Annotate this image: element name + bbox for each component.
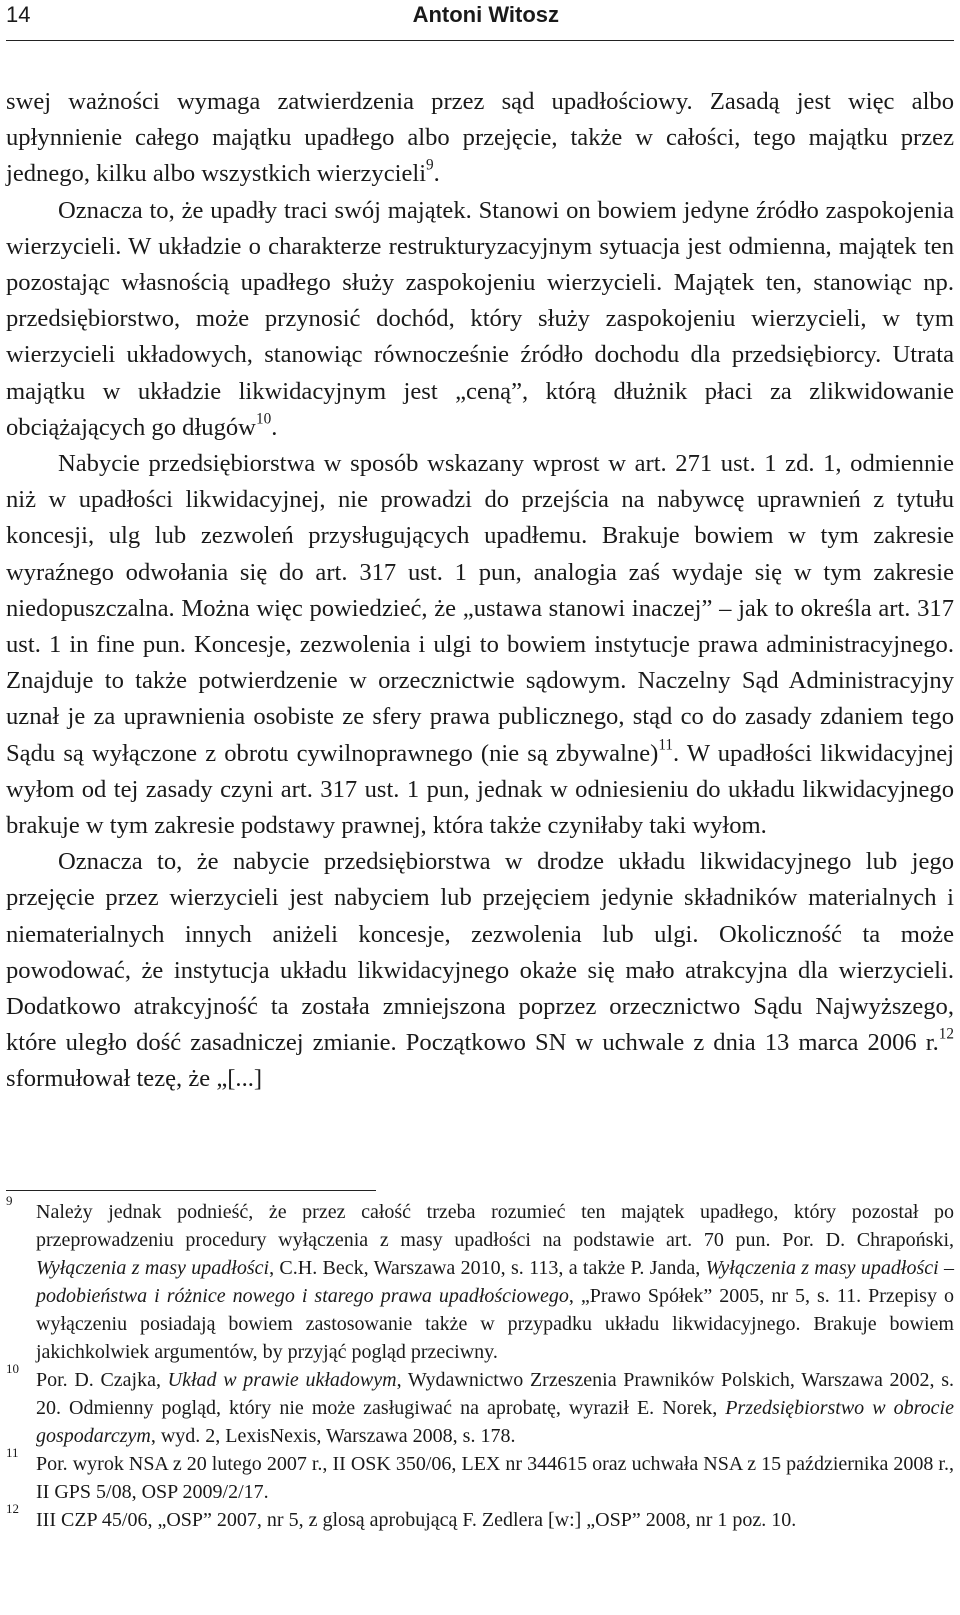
footnote-number: 10	[6, 1361, 19, 1376]
footnote-number: 11	[6, 1445, 19, 1460]
footnote-ref-10[interactable]: 10	[255, 410, 272, 428]
footnote-number: 9	[6, 1193, 13, 1208]
footnote-10: 10 Por. D. Czajka, Układ w prawie układowym, Wydawnictwo Zrzeszenia Prawników Polskich, Warszawa 2002, s. 20. Odmienny pogląd, który nie może zasługiwać na aprobatę, wyraził E. Norek, Przedsiębiorstwo w obrocie gospodarczym, wyd. 2, LexisNexis, Warszawa 2008, s. 178.	[6, 1361, 955, 1447]
footnote-12: 12 III CZP 45/06, „OSP” 2007, nr 5, z glosą aprobującą F. Zedlera [w:] „OSP” 2008, nr 1 poz. 10.	[6, 1501, 797, 1531]
footnote-11: 11 Por. wyrok NSA z 20 lutego 2007 r., II OSK 350/06, LEX nr 344615 oraz uchwała NSA z 15 października 2008 r., II GPS 5/08, OSP 2009/2/17.	[6, 1445, 954, 1503]
footnote-ref-11[interactable]: 11	[658, 736, 674, 754]
footnote-ref-12[interactable]: 12	[938, 1025, 954, 1043]
page-number: 14	[6, 2, 31, 27]
footnote-9: 9 Należy jednak podnieść, że przez całość trzeba rozumieć ten majątek upadłego, który pozostał po przeprowadzeniu procedury wyłączenia z masy upadłości na podstawie art. 70 pun. Por. D. Chrapoński, Wyłączenia z masy upadłości, C.H. Beck, Warszawa 2010, s. 113, a także P. Janda, Wyłączenia z masy upadłości – podobieństwa i różnice nowego i starego prawa upadłościowego, „Prawo Spółek” 2005, nr 5, s. 11. Przepisy o wyłączeniu posiadają bowiem zastosowanie także w przypadku układu likwidacyjnego. Brakuje bowiem jakichkolwiek argumentów, by przyjąć pogląd przeciwny.	[6, 1193, 955, 1363]
paragraph-2: Oznacza to, że upadły traci swój majątek. Stanowi on bowiem jedyne źródło zaspokojenia wierzycieli. W układzie o charakterze restrukturyzacyjnym sytuacja jest odmienna, majątek ten pozostając własnością upadłego służy zaspokojeniu wierzycieli. Majątek ten, stanowiąc np. przedsiębiorstwo, może przynosić dochód, który służy zaspokojeniu wierzycieli, w tym wierzycieli układowych, stanowiąc równocześnie źródło dochodu dla przedsiębiorcy. Utrata majątku w układzie likwidacyjnym jest „ceną”, którą dłużnik płaci za zlikwidowanie obciążających go długów$^{10}$.	[6, 196, 954, 441]
paragraph-3: Nabycie przedsiębiorstwa w sposób wskazany wprost w art. 271 ust. 1 zd. 1, odmiennie niż w upadłości likwidacyjnej, nie prowadzi do przejścia na nabywcę uprawnień z tytułu koncesji, ulg lub zezwoleń przysługujących upadłemu. Brakuje bowiem w tym zakresie wyraźnego odwołania się do art. 317 ust. 1 pun, analogia zaś wydaje się w tym zakresie niedopuszczalna. Można więc powiedzieć, że „ustawa stanowi inaczej” – jak to określa art. 317 ust. 1 in fine pun. Koncesje, zezwolenia i ulgi to bowiem instytucje prawa administracyjnego. Znajduje to także potwierdzenie w orzecznictwie sądowym. Naczelny Sąd Administracyjny uznał je za uprawnienia osobiste ze sfery prawa publicznego, stąd co do zasady zdaniem tego Sądu są wyłączone z obrotu cywilnoprawnego (nie są zbywalne)$^{11}$. W upadłości likwidacyjnej wyłom od tej zasady czyni art. 317 ust. 1 pun, jednak w odniesieniu do układu likwidacyjnego brakuje w tym zakresie podstawy prawnej, która także czyniłaby taki wyłom.	[6, 450, 954, 840]
paragraph-1: swej ważności wymaga zatwierdzenia przez sąd upadłościowy. Zasadą jest więc albo upłynnienie całego majątku upadłego albo przejęcie, także w całości, tego majątku przez jednego, kilku albo wszystkich wierzycieli$^9$.	[6, 88, 954, 188]
paragraph-4: Oznacza to, że nabycie przedsiębiorstwa w drodze układu likwidacyjnego lub jego przejęcie przez wierzycieli jest nabyciem lub przejęciem jedynie składników materialnych i niematerialnych innych aniżeli koncesje, zezwolenia lub ulgi. Okoliczność ta może powodować, że instytucja układu likwidacyjnego okaże się mało atrakcyjna dla wierzycieli. Dodatkowo atrakcyjność ta została zmniejszona poprzez orzecznictwo Sądu Najwyższego, które uległo dość zasadniczej zmianie. Początkowo SN w uchwale z dnia 13 marca 2006 r.$^{12}$ sformułował tezę, że „[...]	[6, 848, 954, 1093]
footnote-ref-9[interactable]: 9	[426, 156, 434, 174]
main-text	[6, 84, 954, 1098]
footnotes	[6, 1193, 955, 1534]
running-header	[6, 0, 954, 41]
footnote-number: 12	[6, 1501, 19, 1516]
footnote-separator	[6, 1190, 376, 1191]
running-header-author: Antoni Witosz	[412, 2, 559, 27]
